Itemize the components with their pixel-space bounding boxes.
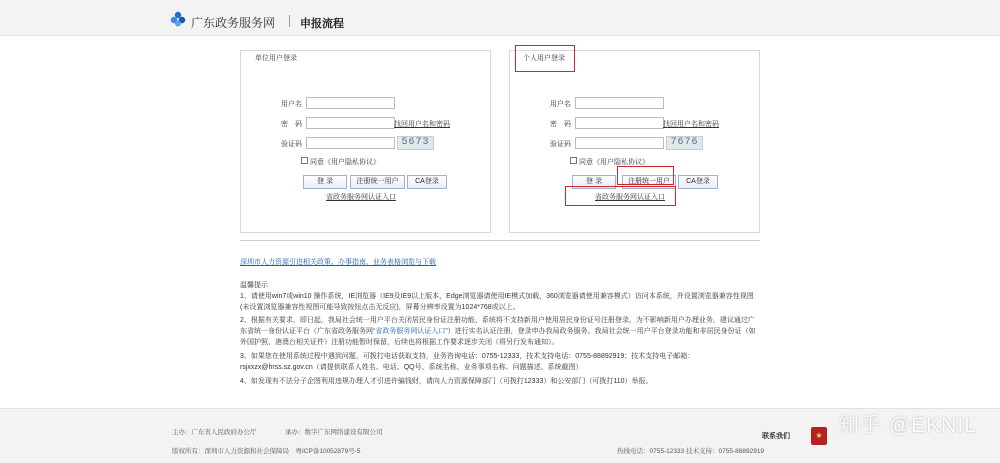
unit-ca-login-button[interactable]: CA登录 bbox=[407, 175, 447, 189]
brand-title[interactable]: 广东政务服务网 bbox=[191, 16, 276, 30]
personal-agree-label[interactable]: 同意《用户隐私协议》 bbox=[579, 159, 649, 166]
highlight-portal-link bbox=[565, 186, 676, 206]
footer-copyright: 版权所有：深圳市人力资源和社会保障局 粤ICP备10052879号-5 bbox=[172, 448, 361, 455]
captcha-label: 验证码 bbox=[281, 141, 302, 148]
personal-login-title: 个人用户登录 bbox=[518, 53, 570, 63]
unit-password-input[interactable] bbox=[306, 117, 395, 129]
personal-register-button[interactable]: 注册统一用户 bbox=[622, 175, 676, 189]
personal-agree-checkbox[interactable] bbox=[570, 157, 577, 164]
unit-login-title: 单位用户登录 bbox=[250, 53, 302, 63]
zhihu-watermark: 知乎 @EKNIL bbox=[838, 414, 977, 437]
unit-register-button[interactable]: 注册统一用户 bbox=[350, 175, 405, 189]
username-label: 用户名 bbox=[281, 101, 302, 108]
header-divider bbox=[289, 15, 290, 27]
personal-ca-login-button[interactable]: CA登录 bbox=[678, 175, 718, 189]
policy-download-link[interactable]: 深圳市人力资源引进相关政策、办事指南、业务表格浏览与下载 bbox=[240, 259, 436, 266]
tip-portal-link[interactable]: “省政务服务网认证入口” bbox=[373, 328, 448, 335]
personal-captcha-input[interactable] bbox=[575, 137, 664, 149]
gd-gov-logo-icon[interactable] bbox=[170, 11, 186, 27]
captcha-label: 验证码 bbox=[550, 141, 571, 148]
footer-operator: 承办：数字广东网络建设有限公司 bbox=[285, 429, 383, 436]
tips-title: 温馨提示 bbox=[240, 282, 268, 289]
tip-item-1: 1、请使用win7或win10 操作系统，IE浏览器（IE9及IE9以上版本，Edge浏览器请使用IE模式加载，360浏览器请使用兼容模式）访问本系统，并设置浏览器兼容性视图(未设置浏览器兼容性视图可能导致按钮点击无反应)，屏幕分辨率设置为1024*768或以上。 bbox=[240, 293, 754, 311]
username-label: 用户名 bbox=[550, 101, 571, 108]
password-label: 密 码 bbox=[281, 121, 302, 128]
footer-hotline: 热线电话：0755-12333 技术支持：0755-88892919 bbox=[617, 448, 765, 455]
section-title: 申报流程 bbox=[300, 18, 344, 30]
tip-item-3: 3、如果您在使用系统过程中遇到问题，可拨打电话获取支持，业务咨询电话：0755-12333，技术支持电话：0755-88892919；技术支持电子邮箱：rsjxxzx@hrss.sz.gov.cn（请提供联系人姓名、电话、QQ号、系统名称、业务事项名称、问题描述、系统截图） bbox=[240, 353, 695, 371]
personal-password-input[interactable] bbox=[575, 117, 664, 129]
tip-item-2 bbox=[240, 315, 760, 348]
unit-login-panel bbox=[240, 50, 491, 233]
unit-agree-label[interactable]: 同意《用户隐私协议》 bbox=[310, 159, 380, 166]
tip-item-2-text-a: 2、根据有关要求，即日起，我局社会统一用户平台关闭居民身份证注册功能，系统将不支持新用户使用居民身份证号注册登录。为不影响新用户办理业务，建议通过广东省统一身份认证平台（广东省政务服务网 bbox=[240, 317, 755, 335]
section-divider bbox=[240, 240, 760, 241]
unit-captcha-image[interactable]: 5673 bbox=[397, 136, 434, 150]
personal-username-input[interactable] bbox=[575, 97, 664, 109]
personal-portal-link[interactable]: 省政务服务网认证入口 bbox=[595, 194, 665, 201]
tip-item-4: 4、如发现有不法分子企图利用违规办理人才引进许骗钱财，请向人力资源保障部门（可拨打12333）和公安部门（可拨打110）举报。 bbox=[240, 378, 653, 385]
password-label: 密 码 bbox=[550, 121, 571, 128]
top-header bbox=[0, 0, 1000, 36]
contact-us-link[interactable]: 联系我们 bbox=[762, 433, 790, 440]
unit-login-button[interactable]: 登 录 bbox=[303, 175, 347, 189]
personal-captcha-image[interactable]: 7676 bbox=[666, 136, 703, 150]
unit-portal-link[interactable]: 省政务服务网认证入口 bbox=[326, 194, 396, 201]
gov-badge-icon[interactable]: ★ bbox=[811, 427, 827, 445]
unit-captcha-input[interactable] bbox=[306, 137, 395, 149]
unit-agree-checkbox[interactable] bbox=[301, 157, 308, 164]
highlight-personal-title bbox=[515, 45, 575, 72]
unit-username-input[interactable] bbox=[306, 97, 395, 109]
personal-forgot-link[interactable]: 找回用户名和密码 bbox=[663, 121, 719, 128]
footer-host: 主办：广东省人民政府办公厅 bbox=[172, 429, 257, 436]
personal-login-button[interactable]: 登 录 bbox=[572, 175, 616, 189]
unit-forgot-link[interactable]: 找回用户名和密码 bbox=[394, 121, 450, 128]
tip-item-2-text-b: ）进行实名认证注册，登录申办我局政务服务。我局社会统一用户平台登录功能和非居民身份证（如外国护照、港澳台相关证件）注册功能暂时保留，后续也将根据工作要求逐步关闭（将另行发布通知）。 bbox=[240, 328, 756, 346]
highlight-register-button bbox=[617, 166, 674, 185]
